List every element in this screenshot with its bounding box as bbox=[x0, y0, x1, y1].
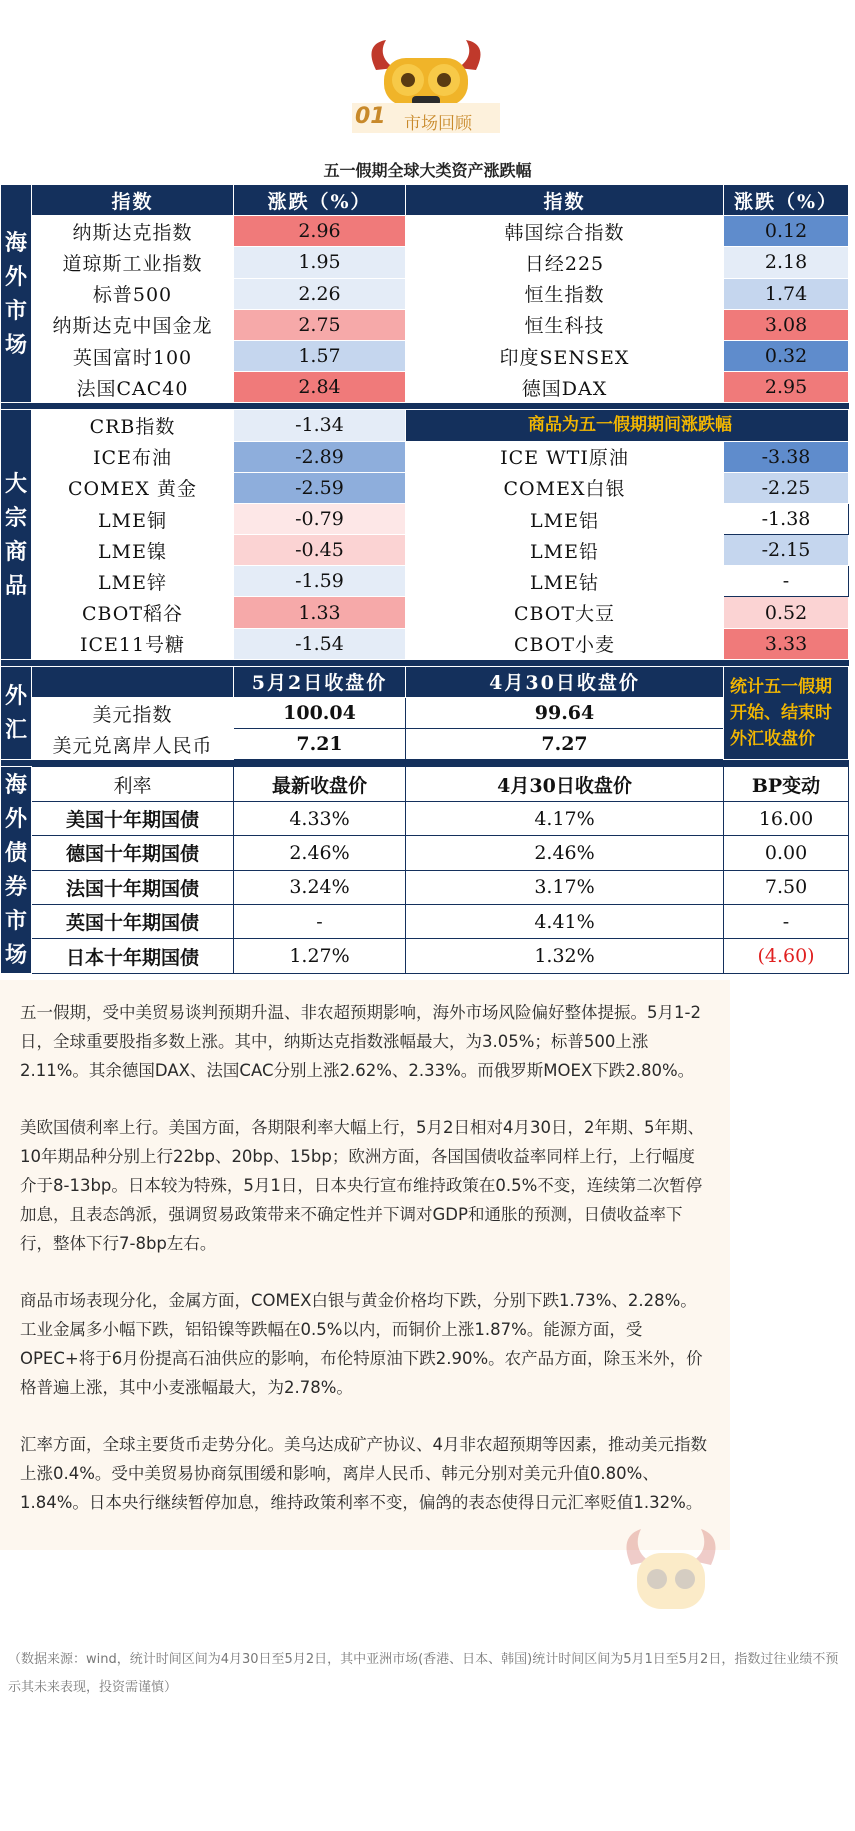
commodity-change: 0.52 bbox=[724, 597, 849, 628]
commodity-name: LME铝 bbox=[406, 503, 724, 534]
commodity-change: -1.54 bbox=[234, 628, 406, 659]
table-row bbox=[1, 340, 849, 371]
bull-watermark-icon bbox=[615, 1525, 727, 1615]
index-name: 韩国综合指数 bbox=[406, 216, 724, 247]
table-row bbox=[1, 904, 849, 938]
commodity-name: CBOT稻谷 bbox=[32, 597, 234, 628]
equities-header-index-1: 指数 bbox=[32, 185, 234, 216]
bond-name: 英国十年期国债 bbox=[32, 904, 234, 938]
index-change: 2.75 bbox=[234, 309, 406, 340]
fx-latest-value: 100.04 bbox=[234, 698, 406, 729]
commodity-change: -1.38 bbox=[724, 503, 849, 534]
equities-label: 海外市场 bbox=[1, 185, 32, 403]
equities-header-change-1: 涨跌（%） bbox=[234, 185, 406, 216]
bond-bp-change: (4.60) bbox=[724, 939, 849, 974]
table-row bbox=[1, 503, 849, 534]
commentary-paragraph: 五一假期，受中美贸易谈判预期升温、非农超预期影响，海外市场风险偏好整体提振。5月1-2日，全球重要股指多数上涨。其中，纳斯达克指数涨幅最大，为3.05%；标普500上涨2.11%。其余德国DAX、法国CAC分别上涨2.62%、2.33%。而俄罗斯MOEX下跌2.80%。 bbox=[20, 1003, 701, 1080]
table-row bbox=[1, 836, 849, 870]
commodity-change: -3.38 bbox=[724, 441, 849, 472]
commodities-label: 大宗商品 bbox=[1, 410, 32, 660]
bond-latest: 1.27% bbox=[234, 939, 406, 974]
commodity-change: 3.33 bbox=[724, 628, 849, 659]
commentary-paragraph: 美欧国债利率上行。美国方面，各期限利率大幅上行，5月2日相对4月30日，2年期、5年期、10年期品种分别上行22bp、20bp、15bp；欧洲方面，各国国债收益率同样上行，上行幅度介于8-13bp。日本较为特殊，5月1日，日本央行宣布维持政策在0.5%不变，连续第二次暂停加息，且表态鸽派，强调贸易政策带来不确定性并下调对GDP和通胀的预测，日债收益率下行，整体下行7-8bp左右。 bbox=[20, 1118, 704, 1253]
table-row bbox=[1, 472, 849, 503]
table-row bbox=[1, 278, 849, 309]
fx-label: 外汇 bbox=[1, 666, 32, 760]
fx-prior-value: 99.64 bbox=[406, 698, 724, 729]
commodity-change: - bbox=[724, 566, 849, 597]
index-change: 0.12 bbox=[724, 216, 849, 247]
commodity-name: LME铅 bbox=[406, 535, 724, 566]
bond-name: 美国十年期国债 bbox=[32, 801, 234, 835]
bond-name: 法国十年期国债 bbox=[32, 870, 234, 904]
table-row bbox=[1, 247, 849, 278]
commodity-name: LME镍 bbox=[32, 535, 234, 566]
commodity-change: 1.33 bbox=[234, 597, 406, 628]
commodity-name: LME铜 bbox=[32, 503, 234, 534]
index-change: 2.18 bbox=[724, 247, 849, 278]
bond-prior: 4.17% bbox=[406, 801, 724, 835]
bond-latest: 2.46% bbox=[234, 836, 406, 870]
bond-prior: 1.32% bbox=[406, 939, 724, 974]
table-row bbox=[1, 216, 849, 247]
commodity-change: -2.25 bbox=[724, 472, 849, 503]
index-change: 2.95 bbox=[724, 372, 849, 403]
index-change: 1.57 bbox=[234, 340, 406, 371]
fx-name: 美元指数 bbox=[32, 698, 234, 729]
commodity-name: LME钴 bbox=[406, 566, 724, 597]
index-name: 纳斯达克中国金龙 bbox=[32, 309, 234, 340]
table-row bbox=[1, 535, 849, 566]
bond-bp-change: 7.50 bbox=[724, 870, 849, 904]
commodity-change: -0.79 bbox=[234, 503, 406, 534]
equities-header-index-2: 指数 bbox=[406, 185, 724, 216]
bond-prior: 2.46% bbox=[406, 836, 724, 870]
table-row bbox=[1, 698, 849, 729]
fx-header-prior: 4月30日收盘价 bbox=[406, 666, 724, 697]
bond-name: 日本十年期国债 bbox=[32, 939, 234, 974]
commodity-change: -2.15 bbox=[724, 535, 849, 566]
fx-latest-value: 7.21 bbox=[234, 729, 406, 760]
data-source-footnote: （数据来源：wind，统计时间区间为4月30日至5月2日，其中亚洲市场(香港、日本、韩国)统计时间区间为5月1日至5月2日，指数过往业绩不预示其未来表现，投资需谨慎） bbox=[8, 1652, 839, 1695]
commodity-name: ICE布油 bbox=[32, 441, 234, 472]
table-title: 五一假期全球大类资产涨跌幅 bbox=[323, 161, 532, 180]
table-row bbox=[1, 441, 849, 472]
fx-prior-value: 7.27 bbox=[406, 729, 724, 760]
commodities-note: 商品为五一假期期间涨跌幅 bbox=[406, 410, 849, 441]
index-name: 印度SENSEX bbox=[406, 340, 724, 371]
index-name: 标普500 bbox=[32, 278, 234, 309]
index-name: 恒生科技 bbox=[406, 309, 724, 340]
commodity-name: ICE WTI原油 bbox=[406, 441, 724, 472]
bond-latest: 3.24% bbox=[234, 870, 406, 904]
commentary-paragraph: 商品市场表现分化，金属方面，COMEX白银与黄金价格均下跌，分别下跌1.73%、2.28%。工业金属多小幅下跌，铝铅镍等跌幅在0.5%以内，而铜价上涨1.87%。能源方面，受OPEC+将于6月份提高石油供应的影响，布伦特原油下跌2.90%。农产品方面，除玉米外，价格普遍上涨，其中小麦涨幅最大，为2.78%。 bbox=[20, 1291, 703, 1397]
index-change: 0.32 bbox=[724, 340, 849, 371]
index-name: 德国DAX bbox=[406, 372, 724, 403]
table-row bbox=[1, 801, 849, 835]
fx-name: 美元兑离岸人民币 bbox=[32, 729, 234, 760]
bond-bp-change: 16.00 bbox=[724, 801, 849, 835]
bonds-header-rate: 利率 bbox=[32, 767, 234, 801]
fx-note: 统计五一假期开始、结束时外汇收盘价 bbox=[724, 666, 849, 760]
commodity-change: -2.59 bbox=[234, 472, 406, 503]
table-row bbox=[1, 939, 849, 974]
table-row bbox=[1, 870, 849, 904]
index-change: 3.08 bbox=[724, 309, 849, 340]
commentary-paragraph: 汇率方面，全球主要货币走势分化。美乌达成矿产协议、4月非农超预期等因素，推动美元指数上涨0.4%。受中美贸易协商氛围缓和影响，离岸人民币、韩元分别对美元升值0.80%、1.84%。日本央行继续暂停加息，维持政策利率不变，偏鸽的表态使得日元汇率贬值1.32%。 bbox=[20, 1435, 707, 1512]
section-header bbox=[0, 0, 855, 180]
commodity-name: CRB指数 bbox=[32, 410, 234, 441]
table-row bbox=[1, 597, 849, 628]
index-change: 2.96 bbox=[234, 216, 406, 247]
index-change: 1.95 bbox=[234, 247, 406, 278]
table-row bbox=[1, 566, 849, 597]
index-change: 2.26 bbox=[234, 278, 406, 309]
table-row bbox=[1, 628, 849, 659]
commodity-name: COMEX 黄金 bbox=[32, 472, 234, 503]
bond-latest: - bbox=[234, 904, 406, 938]
market-commentary bbox=[0, 980, 730, 1550]
bonds-header-prior: 4月30日收盘价 bbox=[406, 767, 724, 801]
bond-bp-change: 0.00 bbox=[724, 836, 849, 870]
index-change: 1.74 bbox=[724, 278, 849, 309]
index-name: 纳斯达克指数 bbox=[32, 216, 234, 247]
section-number: 01 bbox=[355, 104, 386, 129]
bond-latest: 4.33% bbox=[234, 801, 406, 835]
section-title: 市场回顾 bbox=[404, 114, 472, 134]
bull-mascot-logo bbox=[356, 40, 496, 106]
bonds-header-bp: BP变动 bbox=[724, 767, 849, 801]
index-name: 法国CAC40 bbox=[32, 372, 234, 403]
table-row bbox=[1, 372, 849, 403]
table-row bbox=[1, 410, 849, 441]
commodity-name: COMEX白银 bbox=[406, 472, 724, 503]
index-name: 英国富时100 bbox=[32, 340, 234, 371]
commodity-change: -2.89 bbox=[234, 441, 406, 472]
commodity-name: CBOT大豆 bbox=[406, 597, 724, 628]
commodity-change: -1.34 bbox=[234, 410, 406, 441]
table-row bbox=[1, 729, 849, 760]
commodity-name: LME锌 bbox=[32, 566, 234, 597]
bonds-header-latest: 最新收盘价 bbox=[234, 767, 406, 801]
table-row bbox=[1, 309, 849, 340]
bond-prior: 3.17% bbox=[406, 870, 724, 904]
commodity-name: ICE11号糖 bbox=[32, 628, 234, 659]
bond-prior: 4.41% bbox=[406, 904, 724, 938]
index-name: 道琼斯工业指数 bbox=[32, 247, 234, 278]
bond-bp-change: - bbox=[724, 904, 849, 938]
equities-header-change-2: 涨跌（%） bbox=[724, 185, 849, 216]
fx-header-blank bbox=[32, 666, 234, 697]
commodity-name: CBOT小麦 bbox=[406, 628, 724, 659]
commodity-change: -0.45 bbox=[234, 535, 406, 566]
bond-name: 德国十年期国债 bbox=[32, 836, 234, 870]
bonds-label: 海外债券市场 bbox=[1, 767, 32, 974]
commodity-change: -1.59 bbox=[234, 566, 406, 597]
index-name: 恒生指数 bbox=[406, 278, 724, 309]
asset-performance-table bbox=[0, 184, 849, 974]
index-change: 2.84 bbox=[234, 372, 406, 403]
fx-header-latest: 5月2日收盘价 bbox=[234, 666, 406, 697]
index-name: 日经225 bbox=[406, 247, 724, 278]
